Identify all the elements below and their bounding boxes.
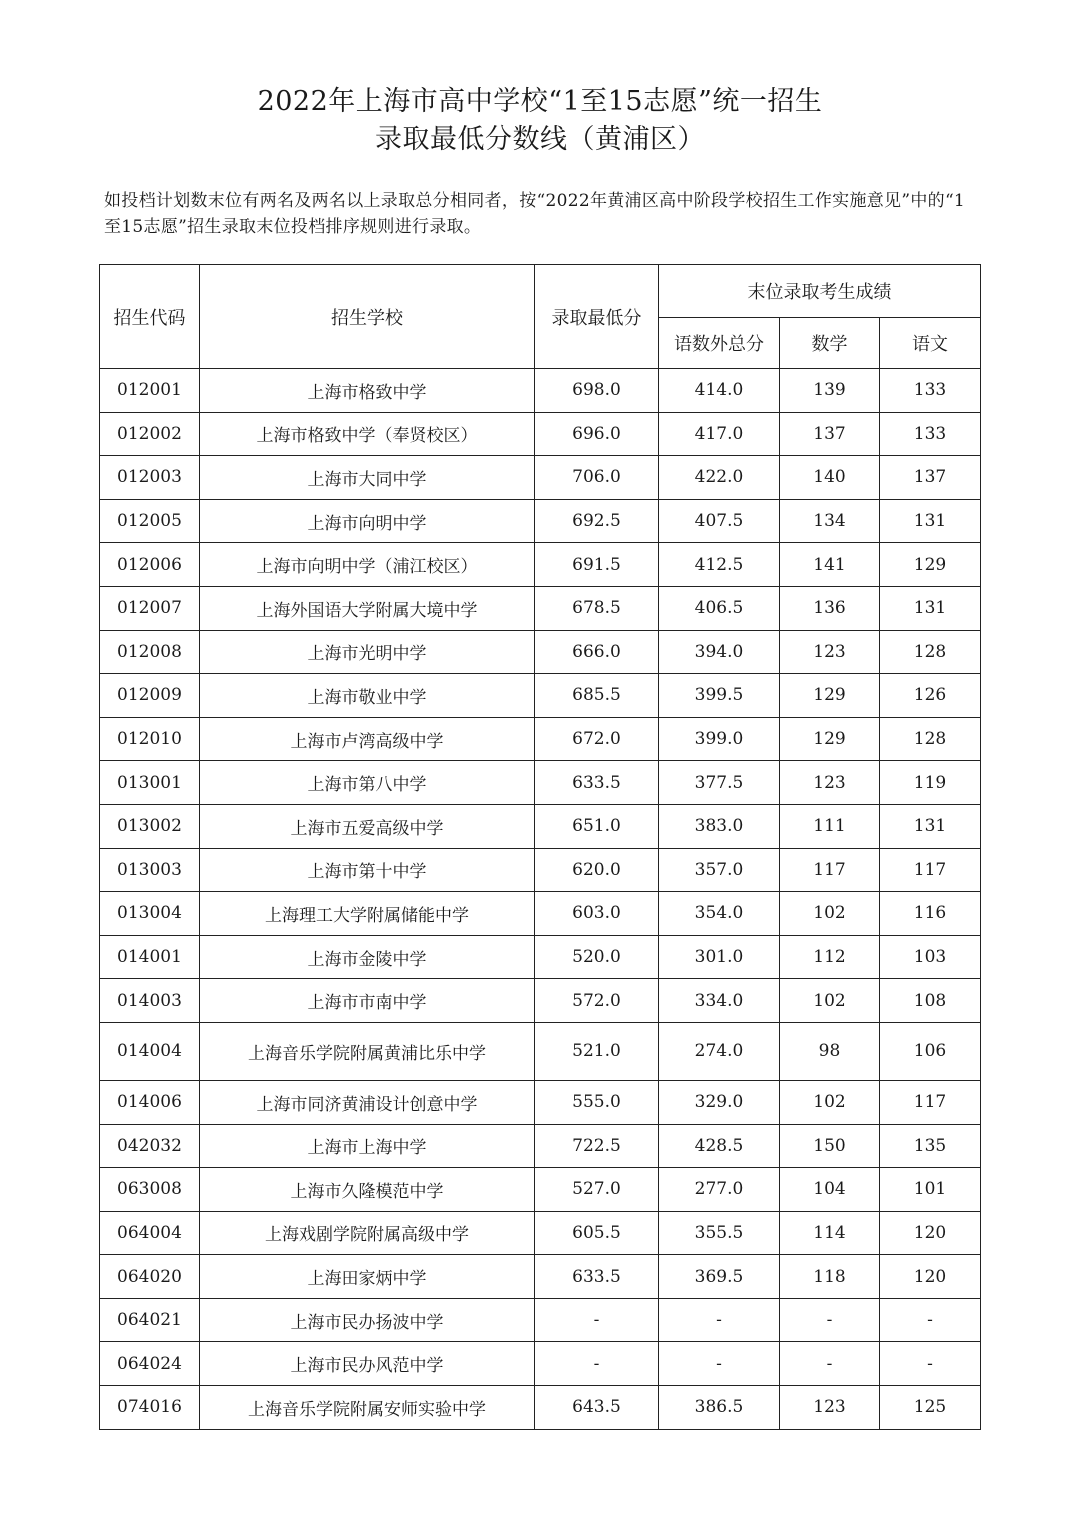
cell-code: 013004 xyxy=(100,892,200,936)
cell-chinese: 128 xyxy=(880,717,981,761)
cell-chinese: 133 xyxy=(880,369,981,413)
cell-math: 123 xyxy=(780,630,880,674)
cell-math: 118 xyxy=(780,1255,880,1299)
cell-chinese: - xyxy=(880,1298,981,1342)
cell-total: 386.5 xyxy=(659,1386,780,1430)
cell-school: 上海市民办扬波中学 xyxy=(200,1298,535,1342)
cell-min-score: 666.0 xyxy=(535,630,659,674)
header-math: 数学 xyxy=(780,318,880,369)
admission-note: 如投档计划数末位有两名及两名以上录取总分相同者，按“2022年黄浦区高中阶段学校招生工作实施意见”中的“1至15志愿”招生录取末位投档排序规则进行录取。 xyxy=(104,191,966,237)
cell-chinese: 117 xyxy=(880,1080,981,1124)
cell-total: 354.0 xyxy=(659,892,780,936)
cell-chinese: 117 xyxy=(880,848,981,892)
admission-score-table xyxy=(99,264,981,1430)
cell-code: 012009 xyxy=(100,674,200,718)
cell-math: 102 xyxy=(780,1080,880,1124)
table-row xyxy=(100,717,981,761)
cell-school: 上海市卢湾高级中学 xyxy=(200,717,535,761)
cell-math: - xyxy=(780,1298,880,1342)
cell-total: 334.0 xyxy=(659,979,780,1023)
table-row xyxy=(100,586,981,630)
cell-min-score: - xyxy=(535,1298,659,1342)
cell-total: 369.5 xyxy=(659,1255,780,1299)
table-row xyxy=(100,543,981,587)
cell-min-score: 633.5 xyxy=(535,1255,659,1299)
table-row xyxy=(100,979,981,1023)
cell-chinese: 106 xyxy=(880,1022,981,1080)
cell-code: 014003 xyxy=(100,979,200,1023)
cell-code: 012002 xyxy=(100,412,200,456)
cell-min-score: 678.5 xyxy=(535,586,659,630)
cell-code: 013001 xyxy=(100,761,200,805)
cell-school: 上海市金陵中学 xyxy=(200,935,535,979)
table-row xyxy=(100,499,981,543)
table-row xyxy=(100,848,981,892)
cell-school: 上海市第十中学 xyxy=(200,848,535,892)
cell-min-score: 527.0 xyxy=(535,1168,659,1212)
cell-code: 012010 xyxy=(100,717,200,761)
cell-chinese: 137 xyxy=(880,456,981,500)
cell-code: 012008 xyxy=(100,630,200,674)
cell-math: 140 xyxy=(780,456,880,500)
cell-math: 137 xyxy=(780,412,880,456)
cell-school: 上海市格致中学 xyxy=(200,369,535,413)
cell-school: 上海戏剧学院附属高级中学 xyxy=(200,1211,535,1255)
header-last-admitted: 末位录取考生成绩 xyxy=(659,265,981,318)
cell-code: 013002 xyxy=(100,804,200,848)
cell-chinese: 135 xyxy=(880,1124,981,1168)
cell-total: - xyxy=(659,1342,780,1386)
cell-total: 355.5 xyxy=(659,1211,780,1255)
table-body xyxy=(100,369,981,1430)
cell-code: 012001 xyxy=(100,369,200,413)
cell-school: 上海市市南中学 xyxy=(200,979,535,1023)
cell-min-score: 603.0 xyxy=(535,892,659,936)
cell-total: - xyxy=(659,1298,780,1342)
cell-total: 399.5 xyxy=(659,674,780,718)
cell-code: 014006 xyxy=(100,1080,200,1124)
cell-chinese: 133 xyxy=(880,412,981,456)
cell-code: 014001 xyxy=(100,935,200,979)
table-row xyxy=(100,1022,981,1080)
cell-min-score: 651.0 xyxy=(535,804,659,848)
cell-code: 074016 xyxy=(100,1386,200,1430)
cell-min-score: 572.0 xyxy=(535,979,659,1023)
cell-total: 417.0 xyxy=(659,412,780,456)
cell-chinese: 108 xyxy=(880,979,981,1023)
cell-school: 上海田家炳中学 xyxy=(200,1255,535,1299)
cell-min-score: 643.5 xyxy=(535,1386,659,1430)
cell-math: 102 xyxy=(780,979,880,1023)
cell-total: 414.0 xyxy=(659,369,780,413)
cell-chinese: - xyxy=(880,1342,981,1386)
cell-total: 274.0 xyxy=(659,1022,780,1080)
cell-total: 422.0 xyxy=(659,456,780,500)
cell-math: 117 xyxy=(780,848,880,892)
cell-chinese: 120 xyxy=(880,1255,981,1299)
cell-math: 139 xyxy=(780,369,880,413)
cell-school: 上海市上海中学 xyxy=(200,1124,535,1168)
header-code: 招生代码 xyxy=(100,265,200,369)
cell-school: 上海理工大学附属储能中学 xyxy=(200,892,535,936)
cell-code: 012007 xyxy=(100,586,200,630)
cell-school: 上海市向明中学（浦江校区） xyxy=(200,543,535,587)
table-row xyxy=(100,630,981,674)
table-row xyxy=(100,674,981,718)
cell-total: 406.5 xyxy=(659,586,780,630)
cell-math: 114 xyxy=(780,1211,880,1255)
cell-math: 129 xyxy=(780,717,880,761)
cell-math: 136 xyxy=(780,586,880,630)
cell-total: 277.0 xyxy=(659,1168,780,1212)
cell-min-score: 692.5 xyxy=(535,499,659,543)
cell-math: 102 xyxy=(780,892,880,936)
cell-min-score: 605.5 xyxy=(535,1211,659,1255)
header-chinese: 语文 xyxy=(880,318,981,369)
cell-chinese: 101 xyxy=(880,1168,981,1212)
cell-code: 064004 xyxy=(100,1211,200,1255)
cell-code: 012003 xyxy=(100,456,200,500)
cell-math: 141 xyxy=(780,543,880,587)
header-total: 语数外总分 xyxy=(659,318,780,369)
cell-min-score: 633.5 xyxy=(535,761,659,805)
cell-math: 112 xyxy=(780,935,880,979)
page-title-line2: 录取最低分数线（黄浦区） xyxy=(375,124,705,155)
cell-min-score: 555.0 xyxy=(535,1080,659,1124)
table-row xyxy=(100,1124,981,1168)
cell-min-score: 706.0 xyxy=(535,456,659,500)
table-row xyxy=(100,1298,981,1342)
table-row xyxy=(100,892,981,936)
cell-total: 377.5 xyxy=(659,761,780,805)
cell-math: 129 xyxy=(780,674,880,718)
cell-min-score: 691.5 xyxy=(535,543,659,587)
cell-school: 上海市民办风范中学 xyxy=(200,1342,535,1386)
cell-school: 上海市同济黄浦设计创意中学 xyxy=(200,1080,535,1124)
cell-math: 123 xyxy=(780,1386,880,1430)
cell-total: 394.0 xyxy=(659,630,780,674)
cell-code: 042032 xyxy=(100,1124,200,1168)
cell-chinese: 120 xyxy=(880,1211,981,1255)
cell-school: 上海市五爱高级中学 xyxy=(200,804,535,848)
cell-code: 064020 xyxy=(100,1255,200,1299)
table-row xyxy=(100,369,981,413)
cell-math: 104 xyxy=(780,1168,880,1212)
cell-math: - xyxy=(780,1342,880,1386)
cell-code: 063008 xyxy=(100,1168,200,1212)
cell-school: 上海市敬业中学 xyxy=(200,674,535,718)
table-row xyxy=(100,1255,981,1299)
cell-code: 064024 xyxy=(100,1342,200,1386)
table-row xyxy=(100,456,981,500)
cell-chinese: 129 xyxy=(880,543,981,587)
table-row xyxy=(100,1080,981,1124)
cell-total: 383.0 xyxy=(659,804,780,848)
cell-chinese: 131 xyxy=(880,804,981,848)
cell-school: 上海市大同中学 xyxy=(200,456,535,500)
cell-min-score: - xyxy=(535,1342,659,1386)
cell-school: 上海音乐学院附属安师实验中学 xyxy=(200,1386,535,1430)
cell-min-score: 520.0 xyxy=(535,935,659,979)
table-row xyxy=(100,1386,981,1430)
cell-min-score: 696.0 xyxy=(535,412,659,456)
cell-chinese: 125 xyxy=(880,1386,981,1430)
cell-code: 014004 xyxy=(100,1022,200,1080)
cell-total: 301.0 xyxy=(659,935,780,979)
cell-school: 上海市格致中学（奉贤校区） xyxy=(200,412,535,456)
cell-math: 123 xyxy=(780,761,880,805)
cell-math: 150 xyxy=(780,1124,880,1168)
cell-total: 428.5 xyxy=(659,1124,780,1168)
table-row xyxy=(100,1211,981,1255)
cell-school: 上海市向明中学 xyxy=(200,499,535,543)
cell-min-score: 672.0 xyxy=(535,717,659,761)
table-row xyxy=(100,761,981,805)
table-row xyxy=(100,804,981,848)
cell-chinese: 103 xyxy=(880,935,981,979)
cell-chinese: 131 xyxy=(880,586,981,630)
table-row xyxy=(100,412,981,456)
cell-code: 064021 xyxy=(100,1298,200,1342)
cell-chinese: 116 xyxy=(880,892,981,936)
cell-total: 412.5 xyxy=(659,543,780,587)
cell-chinese: 119 xyxy=(880,761,981,805)
cell-school: 上海市光明中学 xyxy=(200,630,535,674)
cell-code: 012005 xyxy=(100,499,200,543)
cell-chinese: 131 xyxy=(880,499,981,543)
cell-total: 407.5 xyxy=(659,499,780,543)
cell-school: 上海市久隆模范中学 xyxy=(200,1168,535,1212)
cell-school: 上海外国语大学附属大境中学 xyxy=(200,586,535,630)
cell-school: 上海音乐学院附属黄浦比乐中学 xyxy=(200,1022,535,1080)
cell-math: 111 xyxy=(780,804,880,848)
cell-min-score: 722.5 xyxy=(535,1124,659,1168)
cell-code: 012006 xyxy=(100,543,200,587)
cell-min-score: 620.0 xyxy=(535,848,659,892)
cell-min-score: 685.5 xyxy=(535,674,659,718)
cell-chinese: 128 xyxy=(880,630,981,674)
cell-min-score: 521.0 xyxy=(535,1022,659,1080)
cell-math: 134 xyxy=(780,499,880,543)
cell-min-score: 698.0 xyxy=(535,369,659,413)
cell-code: 013003 xyxy=(100,848,200,892)
cell-chinese: 126 xyxy=(880,674,981,718)
table-row xyxy=(100,1168,981,1212)
cell-total: 329.0 xyxy=(659,1080,780,1124)
table-row xyxy=(100,1342,981,1386)
cell-math: 98 xyxy=(780,1022,880,1080)
cell-total: 399.0 xyxy=(659,717,780,761)
page-title-line1: 2022年上海市高中学校“1至15志愿”统一招生 xyxy=(257,86,823,117)
header-min-score: 录取最低分 xyxy=(535,265,659,369)
header-school: 招生学校 xyxy=(200,265,535,369)
cell-school: 上海市第八中学 xyxy=(200,761,535,805)
table-row xyxy=(100,935,981,979)
cell-total: 357.0 xyxy=(659,848,780,892)
